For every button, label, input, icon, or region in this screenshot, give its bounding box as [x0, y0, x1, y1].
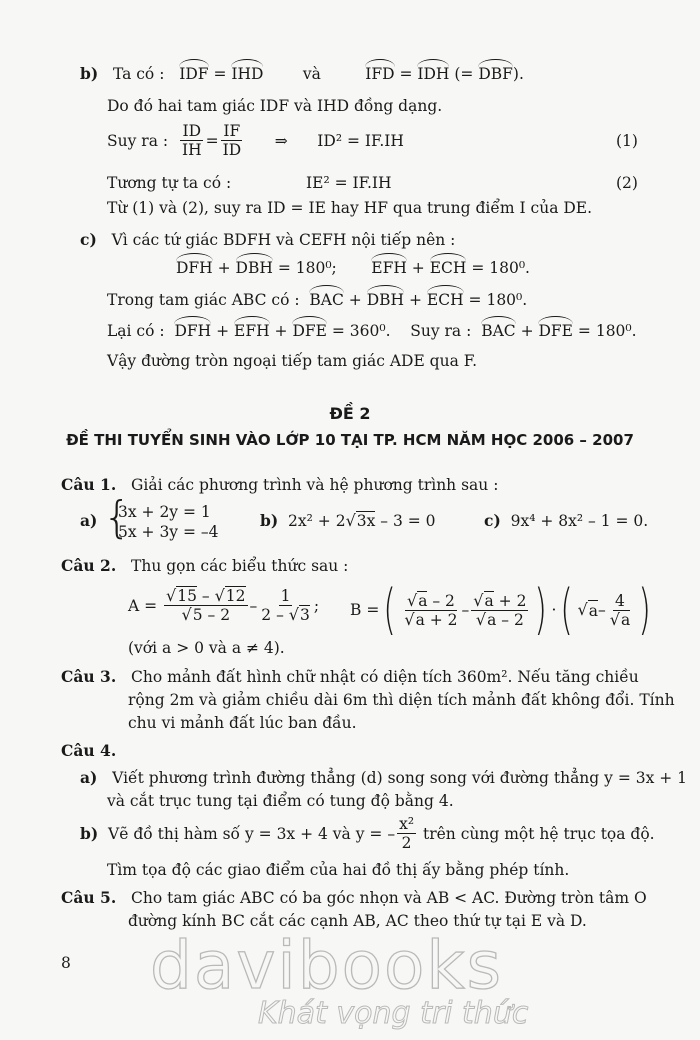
question-5: Câu 5. Cho tam giác ABC có ba góc nhọn và AB < AC. Đường tròn tâm O	[61, 888, 647, 907]
part-c-line1: c) Vì các tứ giác BDFH và CEFH nội tiếp nên :	[80, 230, 456, 249]
part-b-similar-result: IE² = IF.IH	[306, 174, 392, 192]
system-brace: {	[103, 492, 131, 543]
fraction-b-2: $\frac{√a + 2}{√a - 2}$	[473, 590, 527, 629]
part-b-ratio: Suy ra : $\frac{ID}{IH}$ = $\frac{IF}{ID}$ ⇒ ID² = IF.IH	[107, 122, 404, 159]
question-2-condition: (với a > 0 và a ≠ 4).	[128, 639, 285, 657]
question-3-line2: rộng 2m và giảm chiều dài 6m thì diện tích mảnh đất không đổi. Tính	[128, 691, 675, 709]
question-3: Câu 3. Cho mảnh đất hình chữ nhật có diện tích 360m². Nếu tăng chiều	[61, 667, 639, 686]
system-eq-2: 5x + 3y = –4	[118, 523, 219, 541]
part-b-line2: Do đó hai tam giác IDF và IHD đồng dạng.	[107, 97, 443, 115]
fraction-a-2: $\frac{1}{2 - √3}$	[261, 587, 310, 624]
arc-idf: IDF	[179, 65, 209, 83]
fraction-b-1: $\frac{√a - 2}{√a + 2}$	[404, 590, 458, 629]
equation-tag-2: (2)	[616, 174, 638, 192]
part-c-triangle-sum: Trong tam giác ABC có : BAC + DBH + ECH = 180⁰.	[107, 291, 528, 309]
implies-arrow: ⇒	[274, 131, 288, 150]
part-b-similar-label: Tương tự ta có :	[107, 174, 232, 192]
page-number: 8	[61, 954, 71, 972]
question-5-line2: đường kính BC cắt các cạnh AB, AC theo thứ tự tại E và D.	[128, 912, 587, 930]
watermark-slogan: Khát vọng tri thức	[258, 996, 529, 1031]
fraction-x2-over-2: $\frac{\text{x²}}{2}$	[399, 815, 415, 852]
arc-idh: IDH	[417, 65, 450, 83]
question-1a-label: a)	[80, 511, 98, 530]
question-4b: b) Vẽ đồ thị hàm số y = 3x + 4 và y = – $\frac{\text{x²}}{2}$ trên cùng một hệ trục tọa độ.	[80, 815, 655, 852]
expression-b: B = ( $\frac{√a - 2}{√a + 2}$ – $\frac{√a + 2}{√a - 2}$ ) · ( √ a – $\frac{4}{√a}$ )	[350, 578, 652, 641]
fraction-a-1: $\frac{√15 - √12}{√5 - 2}$	[166, 586, 246, 624]
question-1b: b) 2x² + 2√3x – 3 = 0	[260, 511, 436, 530]
equation-tag-1: (1)	[616, 132, 638, 150]
part-c-conclusion: Vậy đường tròn ngoại tiếp tam giác ADE qua F.	[107, 352, 478, 370]
part-c-angle-sums: DFH + DBH = 180⁰; EFH + ECH = 180⁰.	[176, 259, 530, 277]
part-b-line1: b) Ta có : IDF = IHD và IFD = IDH (= DBF).	[80, 64, 524, 83]
arc-dbf: DBF	[478, 65, 513, 83]
arc-ifd: IFD	[365, 65, 395, 83]
part-b-conclusion: Từ (1) và (2), suy ra ID = IE hay HF qua trung điểm I của DE.	[107, 199, 593, 217]
question-4: Câu 4.	[61, 741, 117, 760]
question-1c: c) 9x⁴ + 8x² – 1 = 0.	[484, 511, 649, 530]
part-c-lai-co: Lại có : DFH + EFH + DFE = 360⁰. Suy ra : BAC + DFE = 180⁰.	[107, 322, 637, 340]
fraction-b-3: $\frac{4}{√a}$	[609, 591, 631, 629]
question-4a-line2: và cắt trục tung tại điểm có tung độ bằng 4.	[107, 792, 454, 810]
fraction-if-id: $\frac{IF}{ID}$	[222, 122, 242, 159]
question-3-line3: chu vi mảnh đất lúc ban đầu.	[128, 714, 357, 732]
watermark-brand: davibooks	[150, 927, 503, 1004]
question-2: Câu 2. Thu gọn các biểu thức sau :	[61, 556, 349, 575]
system-eq-1: 3x + 2y = 1	[118, 503, 211, 521]
expression-a: A = $\frac{√15 - √12}{√5 - 2}$ – $\frac{1}{2 - √3}$ ;	[128, 586, 320, 624]
question-1: Câu 1. Giải các phương trình và hệ phương trình sau :	[61, 475, 499, 494]
arc-ihd: IHD	[231, 65, 264, 83]
exam-number-title: ĐỀ 2	[329, 404, 371, 423]
fraction-id-ih: $\frac{ID}{IH}$	[181, 122, 202, 159]
exam-subtitle: ĐỀ THI TUYỂN SINH VÀO LỚP 10 TẠI TP. HCM NĂM HỌC 2006 – 2007	[66, 431, 634, 449]
question-4b-line2: Tìm tọa độ các giao điểm của hai đồ thị ấy bằng phép tính.	[107, 861, 570, 879]
question-4a: a) Viết phương trình đường thẳng (d) song song với đường thẳng y = 3x + 1	[80, 768, 688, 787]
